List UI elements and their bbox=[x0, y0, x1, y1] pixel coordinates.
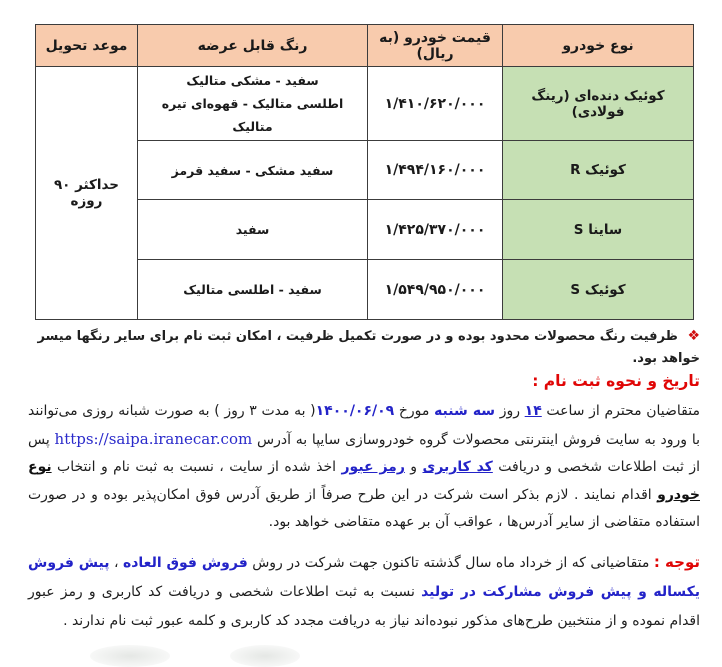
text-segment: و bbox=[404, 459, 423, 475]
car-type-cell: ساینا S bbox=[503, 200, 694, 260]
colors-cell: سفید مشکی - سفید قرمز bbox=[138, 141, 368, 200]
price-cell: ۱/۴۱۰/۶۲۰/۰۰۰ bbox=[368, 67, 503, 141]
diamond-bullet-icon: ❖ bbox=[687, 328, 700, 344]
registration-heading: تاریخ و نحوه ثبت نام : bbox=[532, 372, 700, 390]
text-segment: اخذ شده از سایت ، نسبت به ثبت نام و انتخاب bbox=[51, 459, 342, 475]
table-row bbox=[36, 67, 694, 141]
color-capacity-note-text: ظرفیت رنگ محصولات محدود بوده و در صورت تکمیل ظرفیت ، امکان ثبت نام برای سایر رنگها میسر خواهد بود. bbox=[37, 329, 700, 366]
car-type-cell: کوئیک R bbox=[503, 141, 694, 200]
notice-label: توجه : bbox=[653, 553, 700, 571]
hour-highlight: ۱۴ bbox=[524, 403, 542, 419]
watermark bbox=[0, 639, 330, 661]
text-segment: متقاضیانی که از خرداد ماه سال گذشته تاکنون جهت شرکت در روش bbox=[247, 555, 654, 571]
weekday-highlight: سه شنبه bbox=[434, 403, 496, 419]
price-cell: ۱/۴۹۴/۱۶۰/۰۰۰ bbox=[368, 141, 503, 200]
presale-plans-highlight: پیش فروش یکساله و پیش فروش مشارکت در تولید bbox=[28, 555, 700, 600]
car-type-highlight: نوع خودرو bbox=[28, 459, 700, 503]
registration-paragraph bbox=[28, 398, 700, 537]
colors-line: سفید - مشکی متالیک bbox=[186, 73, 319, 88]
car-price-table bbox=[35, 24, 694, 320]
text-segment: اقدام نمایند . لازم بذکر است شرکت در این طرح صرفاً از طریق آدرس فوق امکان‌پذیر بوده و در صورت استفاده متقاضی از سایر آدرس‌ها ، عواقب آن بر عهده متقاضی خواهد بود. bbox=[28, 486, 700, 530]
text-segment: نسبت به ثبت اطلاعات شخصی و دریافت کد کاربری و رمز عبور اقدام نموده و از منتخبین طرح‌های مذکور نبوده‌اند نیاز به دریافت مجدد کد کاربری و کلمه عبور ثبت نام ندارند . bbox=[28, 584, 700, 629]
header-delivery: موعد تحویل bbox=[36, 25, 138, 67]
delivery-cell: حداکثر ۹۰ روزه bbox=[36, 67, 138, 320]
colors-line: اطلسی متالیک - قهوه‌ای تیره متالیک bbox=[161, 96, 344, 134]
notice-paragraph bbox=[28, 548, 700, 636]
text-segment: روز bbox=[495, 403, 525, 419]
header-car-type: نوع خودرو bbox=[503, 25, 694, 67]
text-segment: مورخ bbox=[394, 403, 435, 419]
price-cell: ۱/۵۴۹/۹۵۰/۰۰۰ bbox=[368, 260, 503, 320]
extraordinary-sale-highlight: فروش فوق العاده bbox=[122, 555, 248, 571]
header-price: قیمت خودرو (به ریال) bbox=[368, 25, 503, 67]
watermark-blob bbox=[230, 645, 300, 667]
text-segment: ( به مدت ۳ روز ) به صورت شبانه روزی می‌توانند با ورود به سایت فروش اینترنتی محصولات گروه خودروسازی سایپا به آدرس bbox=[28, 403, 700, 448]
text-segment: متقاضیان محترم از ساعت bbox=[541, 403, 700, 419]
watermark-blob bbox=[90, 645, 170, 667]
text-segment: ، bbox=[109, 555, 123, 571]
text-segment: پس از ثبت اطلاعات شخصی و دریافت bbox=[28, 431, 700, 475]
saipa-site-link[interactable]: https://saipa.iranecar.com bbox=[54, 429, 253, 448]
header-colors: رنگ قابل عرضه bbox=[138, 25, 368, 67]
colors-cell: سفید - اطلسی متالیک bbox=[138, 260, 368, 320]
car-type-cell: کوئیک S bbox=[503, 260, 694, 320]
car-type-cell: کوئیک دنده‌ای (رینگ فولادی) bbox=[503, 67, 694, 141]
price-cell: ۱/۴۲۵/۳۷۰/۰۰۰ bbox=[368, 200, 503, 260]
table-header-row bbox=[36, 25, 694, 67]
color-capacity-note bbox=[30, 325, 700, 370]
date-highlight: ۱۴۰۰/۰۶/۰۹ bbox=[315, 403, 395, 419]
colors-cell: سفید bbox=[138, 200, 368, 260]
colors-cell bbox=[138, 67, 368, 141]
user-code-highlight: کد کاربری bbox=[422, 459, 493, 475]
password-highlight: رمز عبور bbox=[341, 459, 405, 475]
